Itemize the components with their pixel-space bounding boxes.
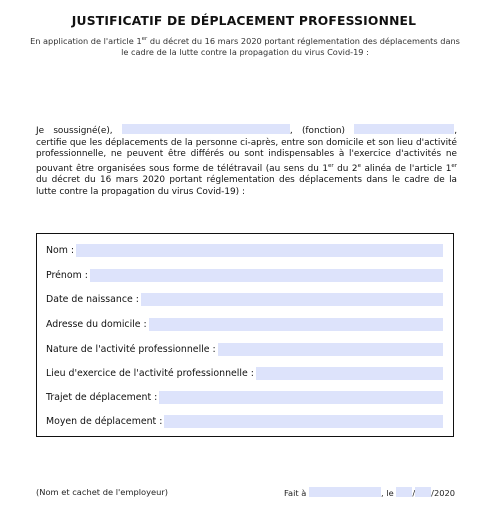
lieu-label: Lieu d'exercice de l'activité professionnelle :: [46, 367, 254, 379]
sup-3: er: [451, 162, 457, 169]
attestation-body-3: alinéa de l'article 1: [360, 163, 452, 174]
subtitle-text-a: En application de l'article 1: [30, 36, 142, 46]
document-title: JUSTIFICATIF DE DÉPLACEMENT PROFESSIONNEL: [71, 14, 417, 28]
prenom-label: Prénom :: [46, 269, 88, 281]
subtitle-sup: er: [141, 36, 148, 42]
employer-name-field[interactable]: [122, 124, 290, 134]
sup-2: e: [357, 162, 361, 169]
row-prenom: [46, 268, 443, 282]
nature-field[interactable]: [218, 343, 443, 356]
row-lieu: [46, 366, 443, 380]
attestation-paragraph: [36, 124, 457, 199]
fait-label: Fait à: [284, 488, 307, 498]
naissance-field[interactable]: [141, 293, 443, 306]
prenom-field[interactable]: [90, 269, 443, 282]
attestation-body-4: du décret du 16 mars 2020 portant réglementation des déplacements dans le cadre de la lutte contre la propagation du virus Covid-19) :: [36, 175, 457, 197]
day-field[interactable]: [396, 487, 412, 497]
je-soussigne-label: Je soussigné(e),: [36, 126, 113, 136]
row-moyen: [46, 414, 443, 428]
sup-1: er: [327, 162, 334, 169]
comma: ,: [454, 126, 458, 136]
date-slash-2: /: [431, 488, 434, 498]
year-label: 2020: [433, 488, 456, 498]
nom-field[interactable]: [76, 244, 443, 257]
naissance-label: Date de naissance :: [46, 293, 139, 305]
subtitle-text-b: du décret du 16 mars 2020 portant réglementation des déplacements dans le cadre de la lutte contre la propagation du virus Covid-19 :: [121, 36, 460, 57]
domicile-field[interactable]: [149, 318, 443, 331]
row-naissance: [46, 292, 443, 306]
trajet-label: Trajet de déplacement :: [46, 391, 158, 403]
row-nature: [46, 342, 443, 356]
nom-label: Nom :: [46, 244, 75, 256]
row-trajet: [46, 390, 443, 404]
nature-label: Nature de l'activité professionnelle :: [46, 343, 216, 355]
moyen-label: Moyen de déplacement :: [46, 415, 163, 427]
attestation-body-1: certifie que les déplacements de la personne ci-après, entre son domicile et son lieu d'activité professionnelle, ne peuvent être différés ou sont indispensables à l'exercice d'activités ne pouvant être organisées sous forme de télétravail (au sens du 1: [36, 137, 457, 174]
domicile-label: Adresse du domicile :: [46, 318, 147, 330]
lieu-field[interactable]: [256, 367, 443, 380]
place-field[interactable]: [309, 487, 381, 497]
document-subtitle: [30, 34, 460, 58]
trajet-field[interactable]: [159, 391, 443, 404]
employer-stamp-label: (Nom et cachet de l'employeur): [36, 487, 169, 497]
date-slash-1: /: [412, 488, 416, 498]
employee-info-box: [36, 233, 454, 437]
employer-function-field[interactable]: [354, 124, 454, 134]
le-label: , le: [381, 488, 394, 498]
attestation-body-2: du 2: [333, 163, 358, 174]
row-nom: [46, 243, 443, 257]
fonction-label: , (fonction): [289, 126, 345, 136]
month-field[interactable]: [415, 487, 431, 497]
moyen-field[interactable]: [164, 415, 443, 428]
row-domicile: [46, 317, 443, 331]
signature-place-date: [284, 487, 455, 498]
